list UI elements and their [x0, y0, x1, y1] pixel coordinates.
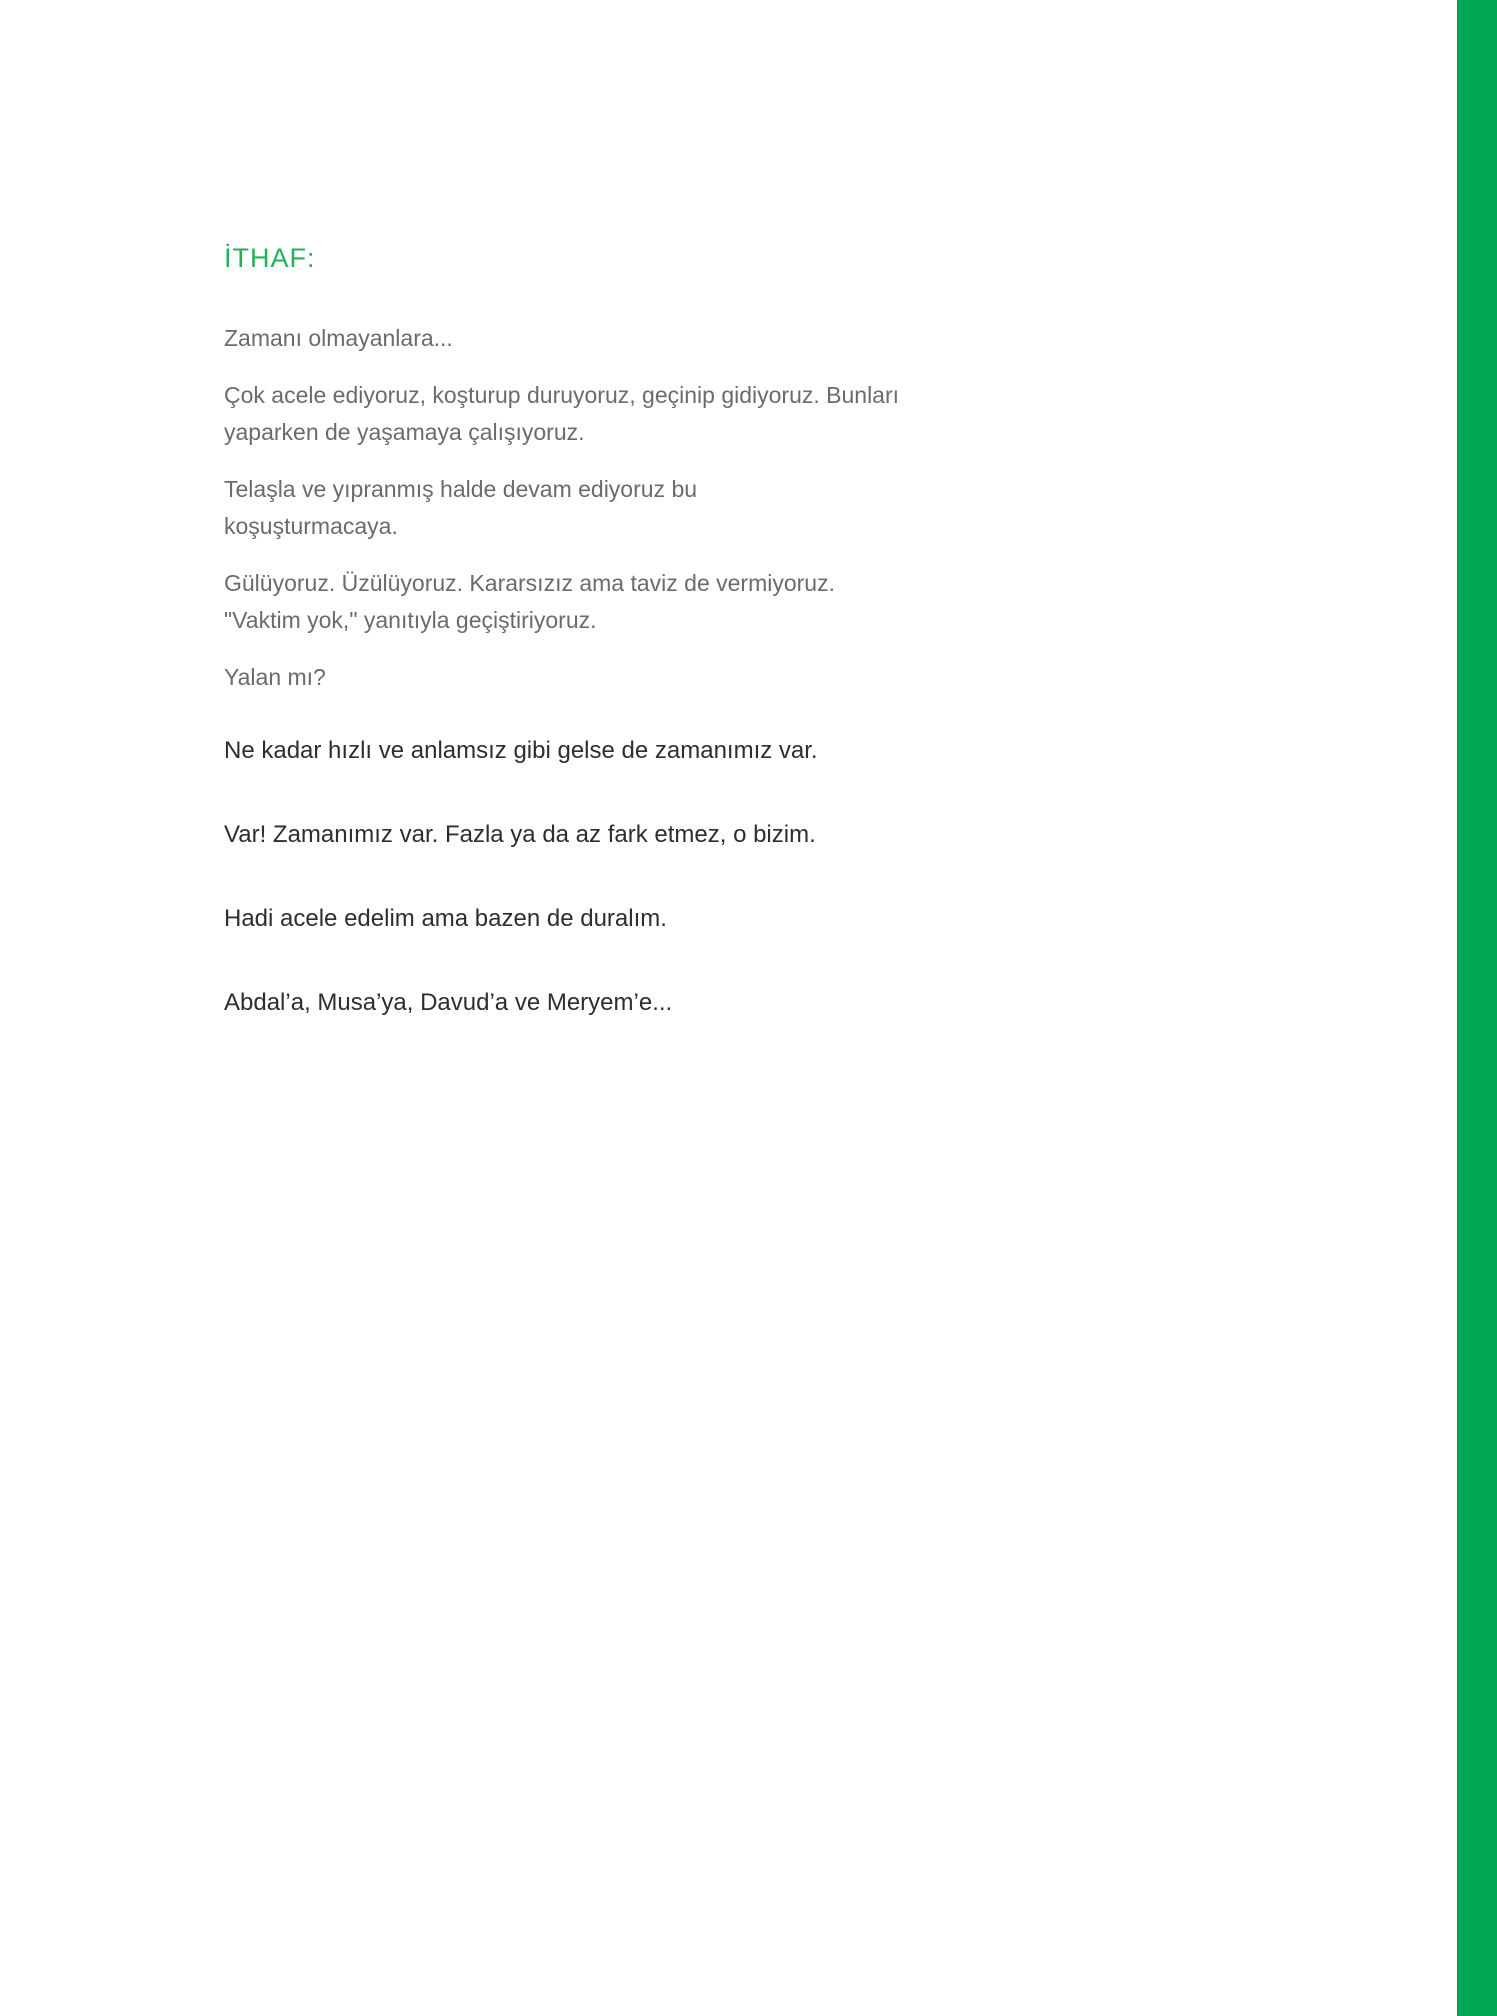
dedication-heading: İTHAF: [224, 243, 316, 273]
emphasis-line-4: Abdal’a, Musa’ya, Davud’a ve Meryem’e... [224, 989, 673, 1016]
emphasis-line-3: Hadi acele edelim ama bazen de duralım. [224, 905, 667, 932]
emphasis-line-2: Var! Zamanımız var. Fazla ya da az fark etmez, o bizim. [224, 821, 816, 848]
paragraph-rush: Çok acele ediyoruz, koşturup duruyoruz, geçinip gidiyoruz. Bunları yaparken de yaşamaya çalışıyoruz. [224, 382, 900, 445]
paragraph-intro: Zamanı olmayanlara... [224, 325, 453, 351]
paragraph-hurry: Telaşla ve yıpranmış halde devam ediyoruz bu koşuşturmacaya. [224, 476, 698, 539]
emphasis-line-1: Ne kadar hızlı ve anlamsız gibi gelse de zamanımız var. [224, 737, 818, 764]
paragraph-feelings: Gülüyoruz. Üzülüyoruz. Kararsızız ama taviz de vermiyoruz. "Vaktim yok," yanıtıyla geçiştiriyoruz. [224, 570, 835, 633]
paragraph-question: Yalan mı? [224, 664, 326, 690]
green-edge-bar [1457, 0, 1497, 2016]
dedication-section [224, 240, 984, 1021]
